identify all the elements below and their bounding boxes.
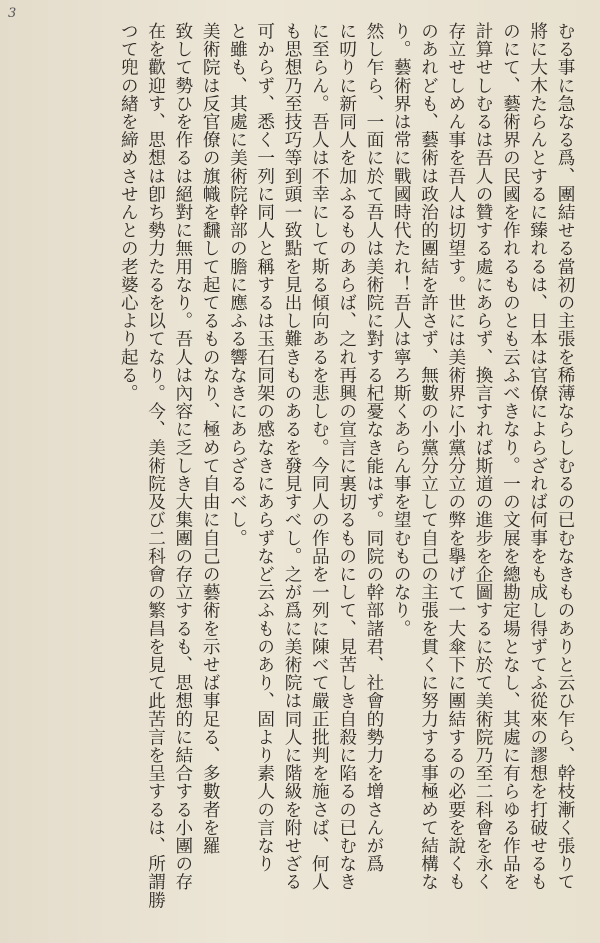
text-line: 計算せしむるは吾人の贊する處にあらず、換言すれば斯道の進步を企圖するに於て美術院乃至二科會を永く (473, 22, 494, 891)
text-line: 美術院は反官僚の旗幟を飜して起てるものなり、極めて自由に自己の藝術を示せば事足る、多數者を羅 (200, 22, 221, 855)
text-line: 在を歡迎す、思想は卽ち勢力たるを以てなり。今、美術院及び二科會の繁昌を見て此苦言を呈するは、所謂勝 (145, 22, 166, 909)
text-line: に叨りに新同人を加ふるものあらば、之れ再興の宣言に裏切るものにして、見苦しき自殺に陷るの已むなき (336, 22, 357, 891)
text-line: のあれども、藝術は政治的團結を許さず、無數の小黨分立して自己の主張を貫くに努力する事極めて結構な (418, 22, 439, 891)
text-line: 可からず、悉く一列に同人と稱するは玉石同架の感なきにあらずなど云ふものあり、固より素人の言なり (254, 22, 275, 873)
text-line: 然し乍ら、一面に於て吾人は美術院に對する杞憂なき能はず。同院の幹部諸君、社會的勢力を增さんが爲 (363, 22, 384, 873)
page-number: 3 (8, 6, 17, 21)
text-line: と雖も、其處に美術院幹部の膽に應ふる響なきにあらざるべし。 (227, 22, 248, 547)
text-line: に至らん。吾人は不幸にして斯る傾向あるを悲しむ。今同人の作品を一列に陳べて嚴正批判を施さば、何人 (309, 22, 330, 891)
text-line: 將に大木たらんとするに臻れるは、日本は官僚によらざれば何事をも成し得ずてふ從來の謬想を打破せるも (527, 22, 548, 891)
text-line: も思想乃至技巧等到頭一致點を見出し難きものあるを發見すべし。之が爲に美術院は同人に階級を附せざる (282, 22, 303, 891)
text-line: つて兜の緖を締めさせんとの老婆心より起る。 (118, 22, 139, 403)
text-line: のにて、藝術界の民國を作れるものとも云ふべきなり。一の文展を總勘定場となし、其處に有らゆる作品を (500, 22, 521, 891)
text-line: 致して勢ひを作るは絕對に無用なり。吾人は內容に乏しき大集團の存立するも、思想的に結合する小團の存 (172, 22, 193, 891)
text-line: 存立せしめん事を吾人は切望す。世には美術界に小黨分立の弊を擧げて一大傘下に團結するの必要を說くも (445, 22, 466, 891)
text-line: り。藝術界は常に戰國時代たれ！吾人は寧ろ斯くあらん事を望むものなり。 (391, 22, 412, 638)
text-line: むる事に急なる爲、團結せる當初の主張を稀薄ならしむるの已むなきものありと云ひ乍ら、幹枝漸く張りて (555, 22, 575, 891)
body-text (18, 22, 578, 922)
